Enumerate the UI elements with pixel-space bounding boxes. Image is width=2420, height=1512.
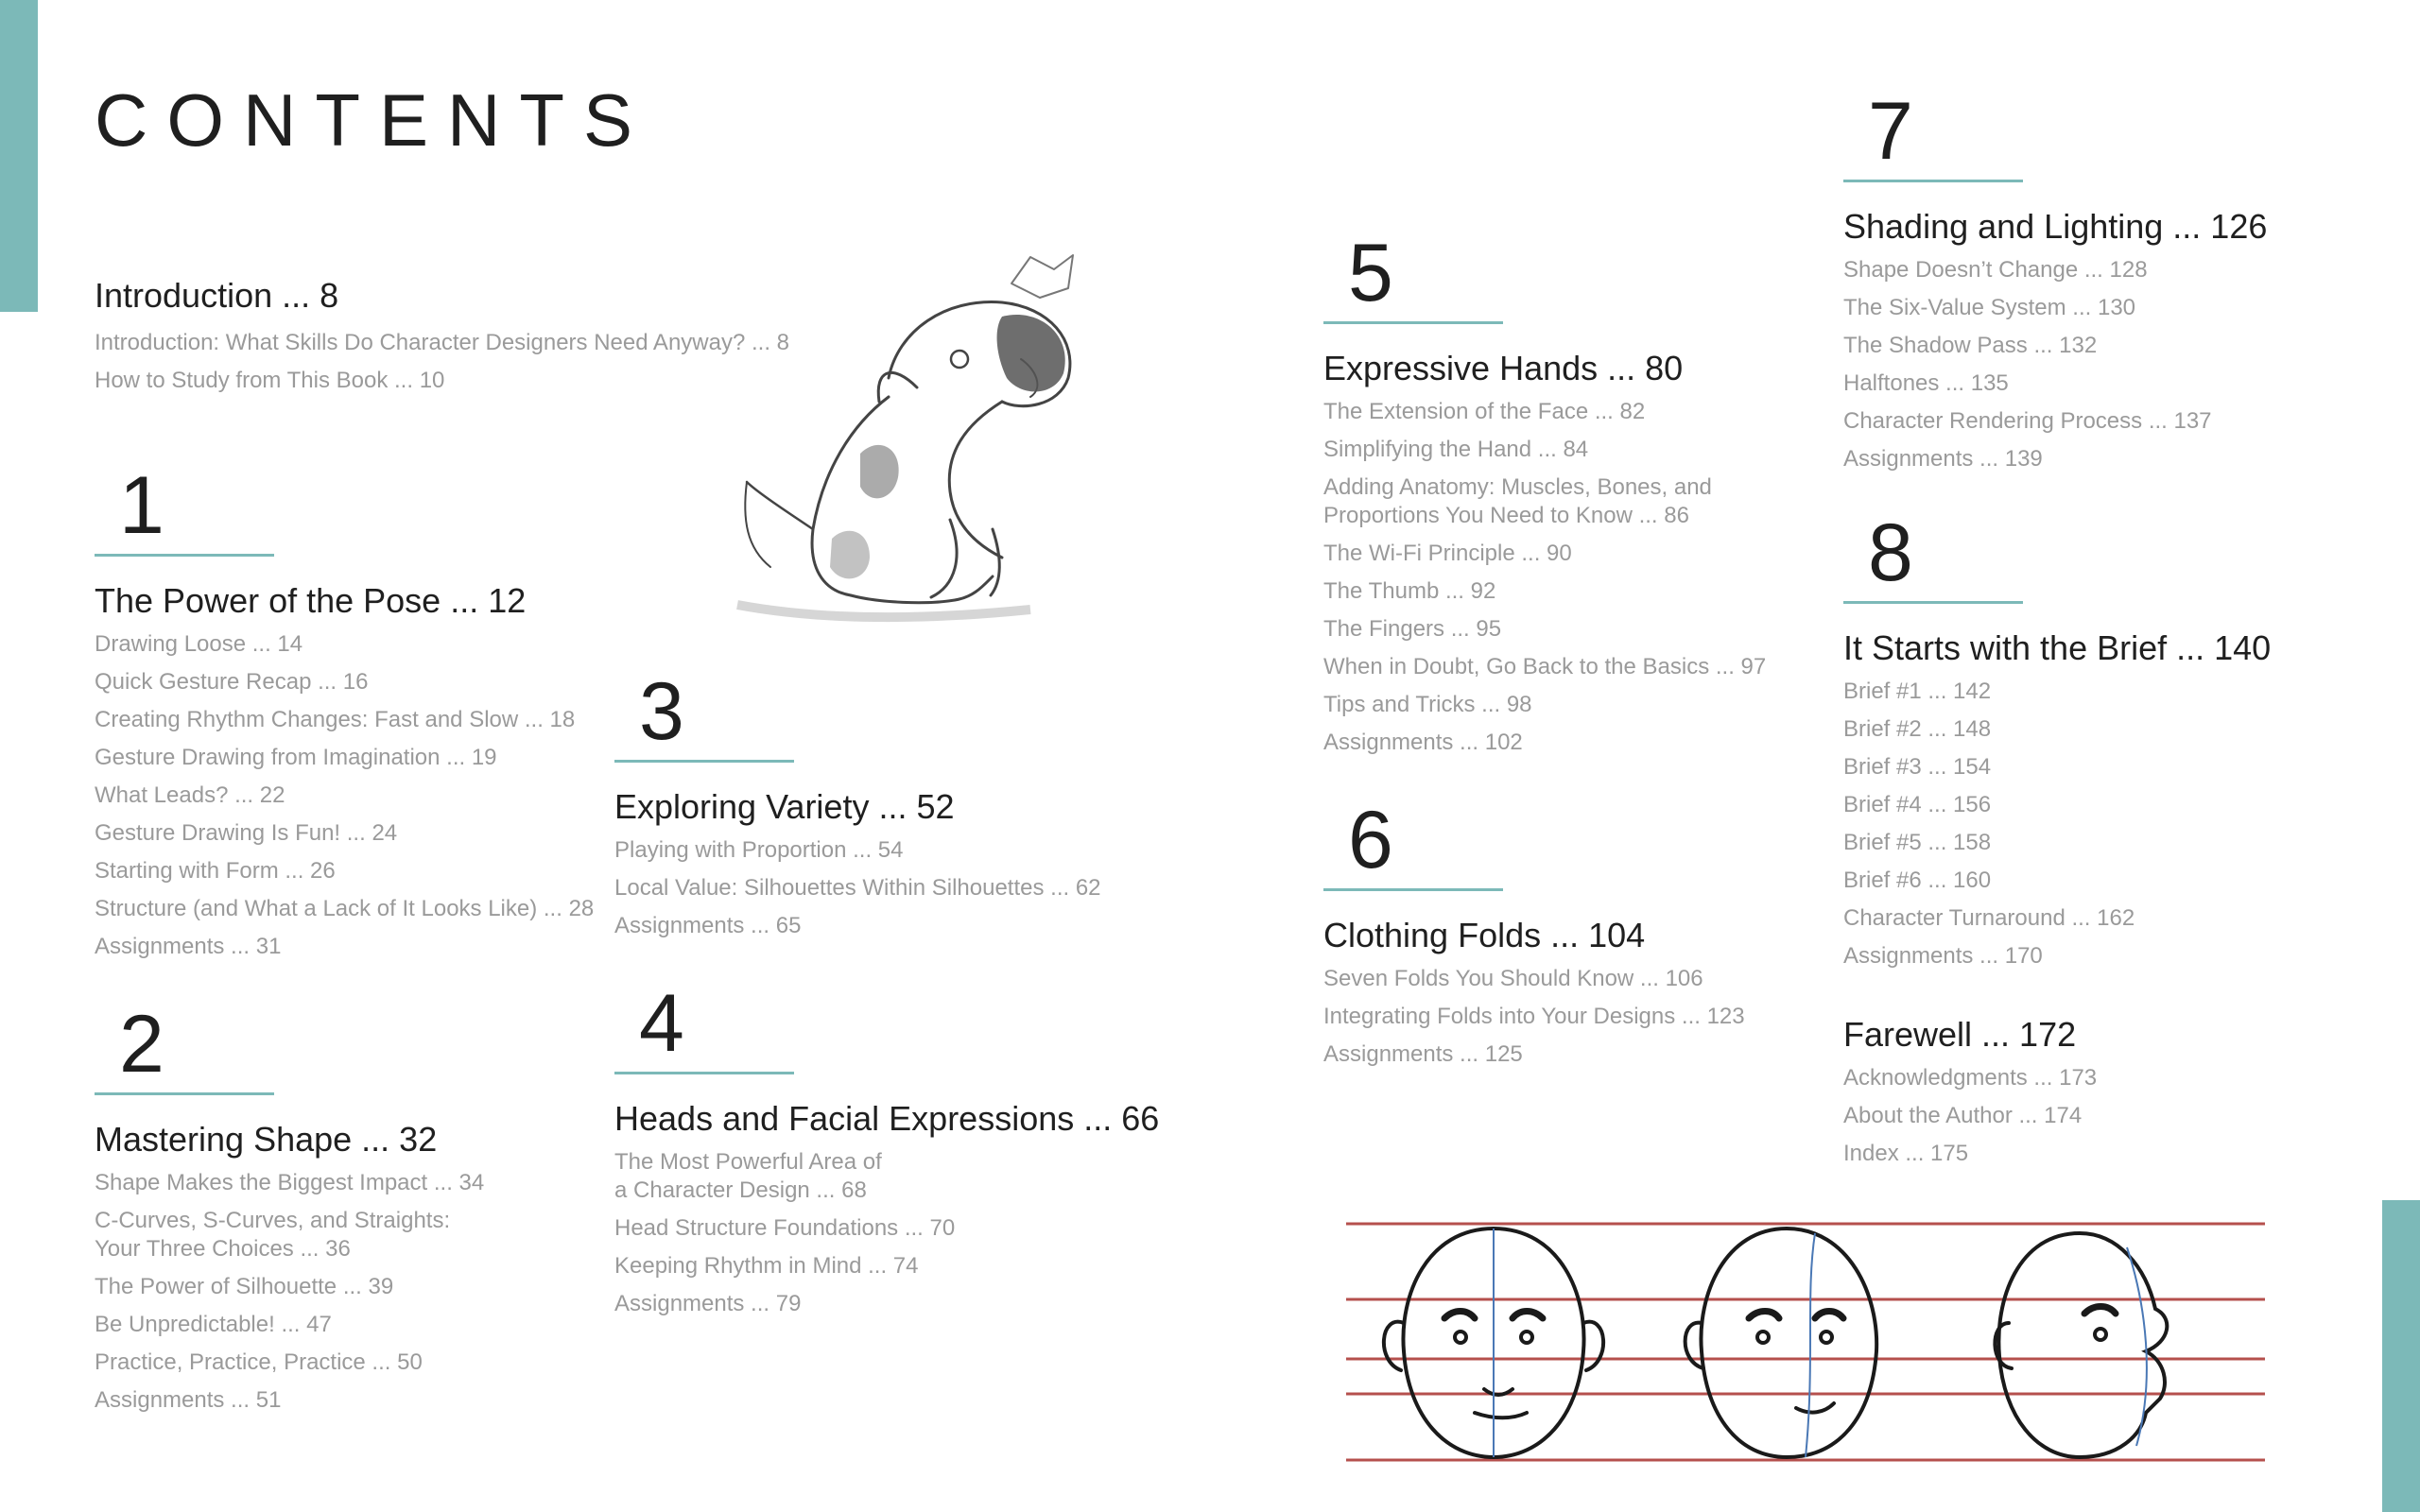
toc-item: The Most Powerful Area of a Character Design ... 68 bbox=[614, 1149, 882, 1203]
toc-item: Tips and Tricks ... 98 bbox=[1323, 692, 1532, 717]
farewell-title: Farewell ... 172 bbox=[1843, 1015, 2077, 1054]
chapter-items bbox=[1323, 965, 1745, 1069]
farewell-list bbox=[1843, 1064, 2097, 1168]
toc-item: Acknowledgments ... 173 bbox=[1843, 1065, 2098, 1091]
toc-item: C-Curves, S-Curves, and Straights: Your Three Choices ... 36 bbox=[95, 1208, 451, 1262]
toc-item: The Fingers ... 95 bbox=[1323, 616, 1502, 642]
chapter-title: Exploring Variety ... 52 bbox=[614, 787, 955, 826]
toc-item: The Thumb ... 92 bbox=[1323, 578, 1496, 604]
toc-item: Quick Gesture Recap ... 16 bbox=[95, 669, 369, 695]
toc-item: The Shadow Pass ... 132 bbox=[1843, 333, 2098, 358]
toc-item: When in Doubt, Go Back to the Basics ... 97 bbox=[1323, 654, 1767, 679]
toc-item: Be Unpredictable! ... 47 bbox=[95, 1312, 332, 1337]
chapter-number: 3 bbox=[639, 666, 684, 757]
intro-list bbox=[95, 329, 789, 395]
chapter-items bbox=[1843, 678, 2271, 971]
chapter-8 bbox=[1843, 507, 2272, 980]
chapter-rule bbox=[1843, 601, 2023, 604]
chapter-rule bbox=[95, 554, 274, 557]
toc-item: Character Rendering Process ... 137 bbox=[1843, 408, 2212, 434]
toc-item: The Six-Value System ... 130 bbox=[1843, 295, 2136, 320]
chapter-rule bbox=[1843, 180, 2023, 182]
toc-item: Brief #6 ... 160 bbox=[1843, 868, 1992, 893]
toc-item: Shape Makes the Biggest Impact ... 34 bbox=[95, 1170, 485, 1195]
intro-item: Introduction: What Skills Do Character Designers Need Anyway? ... 8 bbox=[95, 330, 789, 355]
chapter-rule bbox=[1323, 321, 1503, 324]
toc-item: Integrating Folds into Your Designs ... 123 bbox=[1323, 1004, 1745, 1029]
chapter-title: Heads and Facial Expressions ... 66 bbox=[614, 1099, 1160, 1138]
toc-item: Seven Folds You Should Know ... 106 bbox=[1323, 966, 1703, 991]
chapter-number: 2 bbox=[119, 999, 164, 1090]
toc-item: Brief #5 ... 158 bbox=[1843, 830, 1992, 855]
chapter-items bbox=[95, 630, 594, 961]
chapter-number: 6 bbox=[1348, 795, 1393, 885]
toc-item: About the Author ... 174 bbox=[1843, 1103, 2083, 1128]
toc-item: The Power of Silhouette ... 39 bbox=[95, 1274, 394, 1299]
toc-item: Assignments ... 65 bbox=[614, 913, 802, 938]
chapter-number: 7 bbox=[1868, 86, 1913, 177]
toc-item: The Wi-Fi Principle ... 90 bbox=[1323, 541, 1572, 566]
section-introduction bbox=[95, 276, 789, 404]
right-accent-bar bbox=[2382, 1200, 2420, 1512]
chapter-title: It Starts with the Brief ... 140 bbox=[1843, 628, 2272, 667]
chapter-4 bbox=[614, 978, 1160, 1328]
toc-item: Assignments ... 125 bbox=[1323, 1041, 1523, 1067]
chapter-3 bbox=[614, 666, 1101, 950]
toc-item: Brief #4 ... 156 bbox=[1843, 792, 1992, 817]
toc-item: Halftones ... 135 bbox=[1843, 370, 2009, 396]
intro-title: Introduction ... 8 bbox=[95, 276, 339, 315]
toc-item: Index ... 175 bbox=[1843, 1141, 1969, 1166]
chapter-number: 5 bbox=[1348, 228, 1393, 318]
chapter-items bbox=[614, 836, 1101, 940]
chapter-title: The Power of the Pose ... 12 bbox=[95, 581, 527, 620]
chapter-title: Mastering Shape ... 32 bbox=[95, 1120, 438, 1159]
chapter-title: Shading and Lighting ... 126 bbox=[1843, 207, 2268, 246]
toc-item: Keeping Rhythm in Mind ... 74 bbox=[614, 1253, 919, 1279]
chapter-1 bbox=[95, 460, 595, 971]
chapter-rule bbox=[614, 1072, 794, 1074]
chapter-6 bbox=[1323, 795, 1745, 1078]
chapter-number: 8 bbox=[1868, 507, 1913, 598]
toc-item: Head Structure Foundations ... 70 bbox=[614, 1215, 956, 1241]
toc-item: Structure (and What a Lack of It Looks Like) ... 28 bbox=[95, 896, 595, 921]
toc-item: Simplifying the Hand ... 84 bbox=[1323, 437, 1589, 462]
dog-sketch-illustration bbox=[718, 246, 1115, 633]
chapter-title: Expressive Hands ... 80 bbox=[1323, 349, 1684, 387]
chapter-rule bbox=[614, 760, 794, 763]
toc-item: The Extension of the Face ... 82 bbox=[1323, 399, 1646, 424]
toc-item: Assignments ... 79 bbox=[614, 1291, 802, 1316]
toc-item: Playing with Proportion ... 54 bbox=[614, 837, 904, 863]
toc-item: Gesture Drawing Is Fun! ... 24 bbox=[95, 820, 398, 846]
chapter-rule bbox=[95, 1092, 274, 1095]
toc-item: Starting with Form ... 26 bbox=[95, 858, 336, 884]
toc-item: Shape Doesn’t Change ... 128 bbox=[1843, 257, 2148, 283]
toc-item: Assignments ... 139 bbox=[1843, 446, 2043, 472]
toc-item: Brief #1 ... 142 bbox=[1843, 679, 1992, 704]
toc-item: Creating Rhythm Changes: Fast and Slow ... 18 bbox=[95, 707, 576, 732]
left-accent-bar bbox=[0, 0, 38, 312]
chapter-5 bbox=[1323, 228, 1767, 766]
chapter-items bbox=[1323, 398, 1766, 757]
toc-item: Assignments ... 102 bbox=[1323, 730, 1523, 755]
toc-item: Gesture Drawing from Imagination ... 19 bbox=[95, 745, 497, 770]
intro-item: How to Study from This Book ... 10 bbox=[95, 368, 445, 393]
chapter-number: 1 bbox=[119, 460, 164, 551]
toc-item: Brief #3 ... 154 bbox=[1843, 754, 1992, 780]
chapter-items bbox=[614, 1148, 1159, 1318]
toc-item: Brief #2 ... 148 bbox=[1843, 716, 1992, 742]
toc-item: Practice, Practice, Practice ... 50 bbox=[95, 1349, 423, 1375]
toc-item: Drawing Loose ... 14 bbox=[95, 631, 303, 657]
toc-item: Local Value: Silhouettes Within Silhouettes ... 62 bbox=[614, 875, 1101, 901]
toc-item: Character Turnaround ... 162 bbox=[1843, 905, 2135, 931]
toc-item: Assignments ... 170 bbox=[1843, 943, 2043, 969]
chapter-items bbox=[1843, 256, 2267, 473]
toc-item: Assignments ... 51 bbox=[95, 1387, 282, 1413]
toc-item: Adding Anatomy: Muscles, Bones, and Proportions You Need to Know ... 86 bbox=[1323, 474, 1712, 528]
toc-item: What Leads? ... 22 bbox=[95, 782, 285, 808]
chapter-2 bbox=[95, 999, 485, 1424]
toc-item: Assignments ... 31 bbox=[95, 934, 282, 959]
chapter-title: Clothing Folds ... 104 bbox=[1323, 916, 1646, 954]
chapter-items bbox=[95, 1169, 484, 1415]
chapter-number: 4 bbox=[639, 978, 684, 1069]
section-farewell bbox=[1843, 1015, 2097, 1177]
head-turnaround-illustration bbox=[1342, 1210, 2269, 1474]
chapter-7 bbox=[1843, 86, 2268, 483]
chapter-rule bbox=[1323, 888, 1503, 891]
page-title: CONTENTS bbox=[95, 78, 651, 162]
